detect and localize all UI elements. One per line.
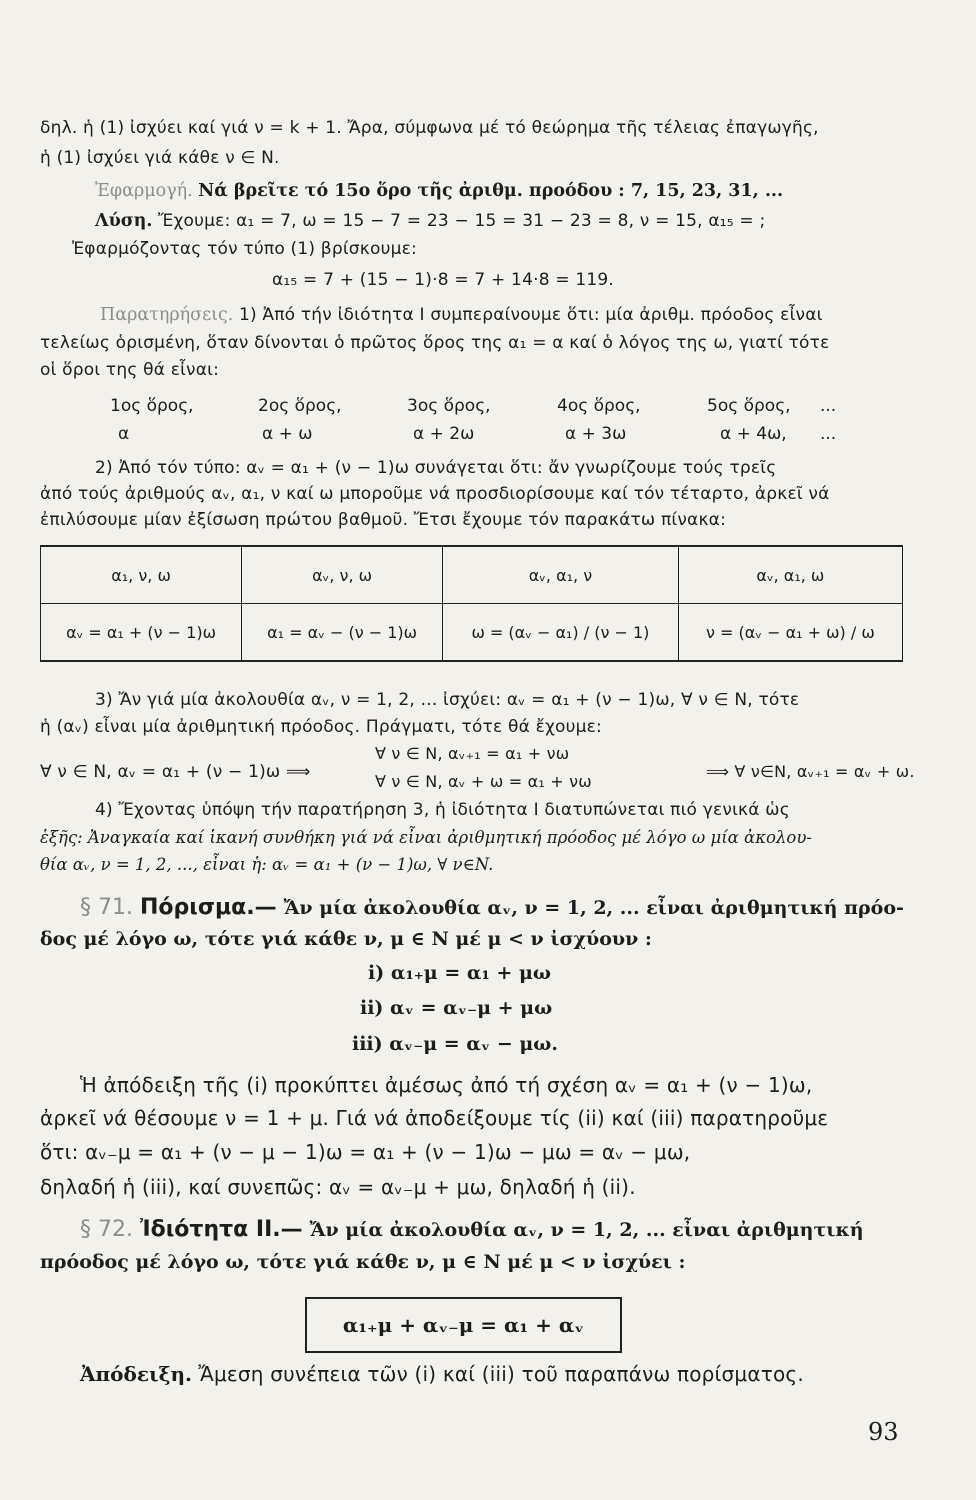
- text-line: δος μέ λόγο ω, τότε γιά κάθε ν, μ ∈ N μέ μ < ν ἰσχύουν :: [40, 928, 652, 950]
- implication-line-1: ∀ ν ∈ N, αᵥ₊₁ = α₁ + νω: [375, 744, 570, 763]
- text-line: ἐπιλύσουμε μίαν ἐξίσωση πρώτου βαθμοῦ. Ἔτσι ἔχουμε τόν παρακάτω πίνακα:: [40, 510, 727, 530]
- observation-1: 1) Ἀπό τήν ἰδιότητα I συμπεραίνουμε ὅτι: μία ἀριθμ. πρόοδος εἶναι: [238, 305, 823, 325]
- text-line: θία αᵥ, ν = 1, 2, ..., εἶναι ἡ: αᵥ = α₁ + (ν − 1)ω, ∀ ν∈N.: [40, 855, 494, 874]
- text-line: δηλ. ἡ (1) ἰσχύει καί γιά ν = k + 1. Ἄρα, σύμφωνα μέ τό θεώρημα τῆς τέλειας ἐπαγωγῆς,: [40, 118, 819, 138]
- implication-left: ∀ ν ∈ N, αᵥ = α₁ + (ν − 1)ω ⟹: [40, 762, 311, 782]
- boxed-formula: α₁₊μ + αᵥ₋μ = α₁ + αᵥ: [305, 1297, 622, 1353]
- table-cell: ν = (αᵥ − α₁ + ω) / ω: [678, 604, 902, 662]
- table-header-cell: αᵥ, ν, ω: [242, 546, 443, 604]
- proof-text: Ἄμεση συνέπεια τῶν (i) καί (iii) τοῦ παραπάνω πορίσματος.: [198, 1362, 804, 1386]
- term-value: α + 3ω: [565, 424, 627, 444]
- term-head: 1ος ὅρος,: [110, 396, 194, 416]
- observations-label: Παρατηρήσεις.: [100, 305, 234, 325]
- implication-right: ⟹ ∀ ν∈N, αᵥ₊₁ = αᵥ + ω.: [706, 762, 915, 781]
- proof-line: Ἡ ἀπόδειξη τῆς (i) προκύπτει ἀμέσως ἀπό τή σχέση αᵥ = α₁ + (ν − 1)ω,: [80, 1073, 813, 1097]
- proof-final-line: [80, 1362, 804, 1386]
- table-header-cell: α₁, ν, ω: [41, 546, 242, 604]
- proof-label: Ἀπόδειξη.: [80, 1362, 193, 1386]
- proof-line: ἀρκεῖ νά θέσουμε ν = 1 + μ. Γιά νά ἀποδείξουμε τίς (ii) καί (iii) παρατηροῦμε: [40, 1106, 829, 1130]
- formula-i: i) α₁₊μ = α₁ + μω: [368, 962, 551, 984]
- section-title: Πόρισμα.—: [139, 895, 277, 920]
- term-value: ...: [820, 424, 837, 444]
- term-head: ...: [820, 396, 837, 416]
- section-text: Ἄν μία ἀκολουθία αᵥ, ν = 1, 2, ... εἶναι ἀριθμητική: [309, 1219, 864, 1241]
- formula-ii: ii) αᵥ = αᵥ₋μ + μω: [360, 997, 553, 1019]
- solution-label: Λύση.: [95, 211, 153, 231]
- text-line: πρόοδος μέ λόγο ω, τότε γιά κάθε ν, μ ∈ N μέ μ < ν ἰσχύει :: [40, 1251, 686, 1273]
- term-head: 4ος ὅρος,: [557, 396, 641, 416]
- solution-text: Ἔχουμε: α₁ = 7, ω = 15 − 7 = 23 − 15 = 31 − 23 = 8, ν = 15, α₁₅ = ;: [158, 211, 766, 231]
- table-header-cell: αᵥ, α₁, ν: [443, 546, 679, 604]
- property-heading: [80, 1217, 864, 1243]
- implication-line-2: ∀ ν ∈ N, αᵥ + ω = α₁ + νω: [375, 772, 592, 791]
- section-title: Ἰδιότητα II.—: [139, 1217, 303, 1242]
- text-line: ἡ (1) ἰσχύει γιά κάθε ν ∈ N.: [40, 148, 280, 168]
- term-value: α + ω: [262, 424, 313, 444]
- section-text: Ἄν μία ἀκολουθία αᵥ, ν = 1, 2, ... εἶναι ἀριθμητική πρόο-: [283, 897, 904, 919]
- application-line: [95, 181, 783, 202]
- term-value: α + 2ω: [413, 424, 475, 444]
- page-number: 93: [868, 1418, 899, 1446]
- formula-table: [40, 545, 903, 662]
- text-line: τελείως ὁρισμένη, ὅταν δίνονται ὁ πρῶτος ὅρος της α₁ = α καί ὁ λόγος της ω, γιατί τότε: [40, 333, 830, 353]
- text-line: οἱ ὅροι της θά εἶναι:: [40, 360, 220, 380]
- table-cell: αᵥ = α₁ + (ν − 1)ω: [41, 604, 242, 662]
- table-header-cell: αᵥ, α₁, ω: [678, 546, 902, 604]
- application-label: Ἐφαρμογή.: [95, 181, 193, 201]
- text-line: 2) Ἀπό τόν τύπο: αᵥ = α₁ + (ν − 1)ω συνάγεται ὅτι: ἄν γνωρίζουμε τούς τρεῖς: [95, 458, 777, 478]
- text-line: Ἐφαρμόζοντας τόν τύπο (1) βρίσκουμε:: [72, 239, 417, 259]
- corollary-heading: [80, 895, 904, 921]
- section-number: § 72.: [80, 1217, 133, 1242]
- text-line: ἑξῆς: Ἀναγκαία καί ἱκανή συνθήκη γιά νά εἶναι ἀριθμητική πρόοδος μέ λόγο ω μία ἀκολου-: [40, 828, 812, 847]
- table-cell: α₁ = αᵥ − (ν − 1)ω: [242, 604, 443, 662]
- text-line: ἀπό τούς ἀριθμούς αᵥ, α₁, ν καί ω μποροῦμε νά προσδιορίσουμε καί τόν τέταρτο, ἀρκεῖ νά: [40, 484, 830, 504]
- proof-line: δηλαδή ἡ (iii), καί συνεπῶς: αᵥ = αᵥ₋μ + μω, δηλαδή ἡ (ii).: [40, 1175, 636, 1199]
- term-value: α: [118, 424, 130, 444]
- term-value: α + 4ω,: [720, 424, 787, 444]
- text-line: 3) Ἄν γιά μία ἀκολουθία αᵥ, ν = 1, 2, ... ἰσχύει: αᵥ = α₁ + (ν − 1)ω, ∀ ν ∈ N, τότε: [95, 690, 800, 710]
- text-line: ἡ (αᵥ) εἶναι μία ἀριθμητική πρόοδος. Πράγματι, τότε θά ἔχουμε:: [40, 717, 602, 737]
- observations-line: [100, 305, 823, 326]
- proof-line: ὅτι: αᵥ₋μ = α₁ + (ν − μ − 1)ω = α₁ + (ν − 1)ω − μω = αᵥ − μω,: [40, 1140, 691, 1164]
- term-head: 3ος ὅρος,: [407, 396, 491, 416]
- term-head: 2ος ὅρος,: [258, 396, 342, 416]
- formula-iii: iii) αᵥ₋μ = αᵥ − μω.: [352, 1033, 559, 1055]
- text-line: 4) Ἔχοντας ὑπόψη τήν παρατήρηση 3, ἡ ἰδιότητα I διατυπώνεται πιό γενικά ὡς: [95, 800, 790, 820]
- equation: α₁₅ = 7 + (15 − 1)·8 = 7 + 14·8 = 119.: [272, 270, 615, 290]
- application-text: Νά βρεῖτε τό 15ο ὅρο τῆς ἀριθμ. προόδου : 7, 15, 23, 31, ...: [198, 181, 784, 201]
- table-cell: ω = (αᵥ − α₁) / (ν − 1): [443, 604, 679, 662]
- term-head: 5ος ὅρος,: [707, 396, 791, 416]
- section-number: § 71.: [80, 895, 133, 920]
- solution-line: [95, 211, 765, 232]
